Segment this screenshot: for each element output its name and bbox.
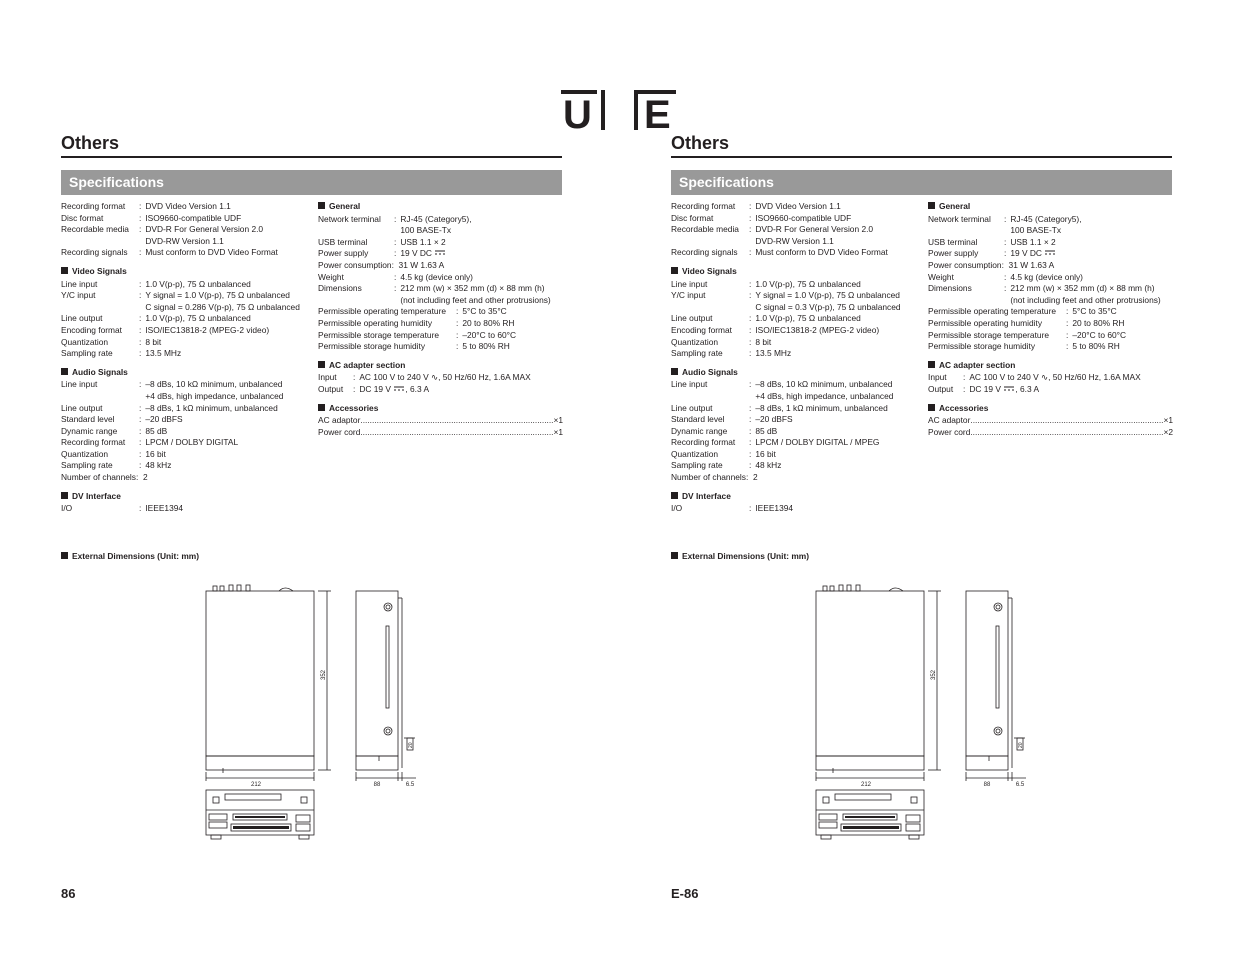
depth-label: 352 <box>931 669 937 680</box>
height-label: 88 <box>983 782 991 788</box>
spec-row: Power consumption: 31 W 1.63 A <box>318 259 445 270</box>
spec-row: Input : AC 100 V to 240 V ∿, 50 Hz/60 Hz, 1.6A MAX <box>928 372 1141 383</box>
spec-row <box>61 302 311 314</box>
spec-row: (not including feet and other protrusions) <box>1010 294 1161 305</box>
spec-row: Dynamic range : 85 dB <box>61 425 168 436</box>
foot-label: 20 <box>408 742 414 748</box>
square-bullet-icon <box>671 267 678 274</box>
square-bullet-icon <box>318 404 325 411</box>
spec-row: Permissible storage humidity : 5 to 80% RH <box>928 341 1120 352</box>
spec-row: Recording format : LPCM / DOLBY DIGITAL / MPEG <box>671 437 921 449</box>
dc-symbol-icon <box>1044 249 1056 256</box>
spec-row: Recordable media : DVD-R For General Version 2.0 <box>671 224 874 235</box>
section-title: Others <box>61 133 120 153</box>
spec-row: Recordable media : DVD-R For General Version 2.0 <box>61 224 264 235</box>
accessory-row: AC adaptor ..... ×1 <box>318 415 563 427</box>
page-number: 86 <box>61 886 76 901</box>
dc-symbol-icon <box>1003 385 1015 392</box>
region-mark-e: E <box>634 90 678 132</box>
spec-row: Permissible operating temperature : 5°C to 35°C <box>318 306 507 317</box>
spec-row: Encoding format : ISO/IEC13818-2 (MPEG-2 video) <box>671 324 880 335</box>
spec-row: Disc format : ISO9660-compatible UDF <box>61 212 242 223</box>
spec-row: Quantization : 16 bit <box>61 448 166 459</box>
square-bullet-icon <box>928 404 935 411</box>
square-bullet-icon <box>928 361 935 368</box>
spec-row: USB terminal : USB 1.1 × 2 <box>318 236 446 247</box>
spec-row: Y/C input : Y signal = 1.0 V(p-p), 75 Ω unbalanced <box>61 290 290 301</box>
square-bullet-icon <box>671 368 678 375</box>
spec-column-1 <box>671 201 921 515</box>
spec-row: +4 dBs, high impedance, unbalanced <box>755 390 894 401</box>
spec-row: Standard level : –20 dBFS <box>671 414 793 425</box>
spec-row: Quantization : 8 bit <box>671 336 772 347</box>
spec-row: Permissible storage temperature : –20°C to 60°C <box>928 329 1127 340</box>
spec-row: Y/C input : Y signal = 1.0 V(p-p), 75 Ω unbalanced <box>671 290 900 301</box>
spec-row: Input : AC 100 V to 240 V ∿, 50 Hz/60 Hz, 1.6A MAX <box>318 372 531 383</box>
general-spec-list <box>61 201 311 259</box>
spec-row: Output : DC 19 V , 6.3 A <box>928 383 1040 394</box>
external-dimensions-heading: External Dimensions (Unit: mm) <box>61 551 199 561</box>
spec-row: Power supply : 19 V DC <box>318 248 563 260</box>
spec-row: Power consumption: 31 W 1.63 A <box>928 259 1055 270</box>
spec-row: Sampling rate : 13.5 MHz <box>671 348 792 359</box>
spec-row: Recording format : LPCM / DOLBY DIGITAL <box>61 437 311 449</box>
spec-row: Dimensions : 212 mm (w) × 352 mm (d) × 88 mm (h) <box>318 283 545 294</box>
spec-row: Permissible storage humidity : 5 to 80% RH <box>318 341 510 352</box>
general-heading: General <box>318 201 563 213</box>
ac-adapter-heading: AC adapter section <box>928 360 1173 372</box>
spec-row: Permissible operating temperature : 5°C to 35°C <box>928 306 1117 317</box>
title-rule <box>671 156 1172 158</box>
spec-row: Network terminal : RJ-45 (Category5), <box>928 213 1082 224</box>
top-view-outline <box>816 591 924 756</box>
spec-row: Line output : 1.0 V(p-p), 75 Ω unbalanced <box>61 313 251 324</box>
offset-label: 6.5 <box>405 782 415 788</box>
spec-row: Permissible operating humidity : 20 to 80% RH <box>318 317 515 328</box>
spec-row: Weight : 4.5 kg (device only) <box>318 271 473 282</box>
spec-row: 100 BASE-Tx <box>1010 225 1062 236</box>
spec-row <box>671 302 921 314</box>
page-number: E-86 <box>671 886 699 901</box>
video-signals-heading: Video Signals <box>61 266 311 278</box>
general-heading: General <box>928 201 1173 213</box>
c-signal-value: C signal = 0.286 V(p-p), 75 Ω unbalanced <box>145 301 300 312</box>
accessory-row: Power cord ..... ×2 <box>928 427 1173 439</box>
channels-row: Number of channels: 2 <box>61 472 148 483</box>
spec-row: DVD-RW Version 1.1 <box>145 235 224 246</box>
spec-row: Disc format : ISO9660-compatible UDF <box>671 212 852 223</box>
spec-column-2 <box>318 201 563 438</box>
dc-symbol-icon <box>393 385 405 392</box>
depth-label: 352 <box>321 669 327 680</box>
spec-row: Weight : 4.5 kg (device only) <box>928 271 1083 282</box>
square-bullet-icon <box>928 202 935 209</box>
width-label: 212 <box>860 782 872 788</box>
square-bullet-icon <box>318 202 325 209</box>
accessory-row: AC adaptor ..... ×1 <box>928 415 1173 427</box>
top-view-outline <box>206 591 314 756</box>
spec-column-1 <box>61 201 311 515</box>
spec-row: Standard level : –20 dBFS <box>61 414 183 425</box>
square-bullet-icon <box>61 368 68 375</box>
spec-row: Dynamic range : 85 dB <box>671 425 778 436</box>
spec-row: Recording signals : Must conform to DVD Video Format <box>671 247 888 258</box>
spec-row: Output : DC 19 V , 6.3 A <box>318 383 430 394</box>
accessories-heading: Accessories <box>928 403 1173 415</box>
spec-row: Sampling rate : 13.5 MHz <box>61 348 182 359</box>
spec-row: Network terminal : RJ-45 (Category5), <box>318 213 472 224</box>
section-title: Others <box>671 133 730 153</box>
square-bullet-icon <box>61 552 68 559</box>
square-bullet-icon <box>61 492 68 499</box>
square-bullet-icon <box>671 492 678 499</box>
spec-row: Power supply : 19 V DC <box>928 248 1173 260</box>
spec-row: (not including feet and other protrusions) <box>400 294 551 305</box>
spec-row: USB terminal : USB 1.1 × 2 <box>928 236 1056 247</box>
spec-row: Recording format : DVD Video Version 1.1 <box>671 201 841 211</box>
offset-label: 6.5 <box>1015 782 1025 788</box>
spec-row: Quantization : 8 bit <box>61 336 162 347</box>
spec-row: Line output : –8 dBs, 1 kΩ minimum, unbalanced <box>61 402 278 413</box>
audio-recording-format-value: LPCM / DOLBY DIGITAL <box>145 437 239 448</box>
audio-recording-format-value: LPCM / DOLBY DIGITAL / MPEG <box>755 437 880 448</box>
general-spec-list <box>671 201 921 259</box>
spec-row: Permissible operating humidity : 20 to 80% RH <box>928 317 1125 328</box>
title-rule <box>61 156 562 158</box>
ac-adapter-heading: AC adapter section <box>318 360 563 372</box>
spec-column-2 <box>928 201 1173 438</box>
dc-symbol-icon <box>434 249 446 256</box>
audio-signals-heading: Audio Signals <box>61 367 311 379</box>
spec-row: Line output : –8 dBs, 1 kΩ minimum, unbalanced <box>671 402 888 413</box>
square-bullet-icon <box>61 267 68 274</box>
spec-row: Encoding format : ISO/IEC13818-2 (MPEG-2 video) <box>61 324 270 335</box>
external-dimensions-drawing <box>201 578 521 844</box>
square-bullet-icon <box>318 361 325 368</box>
specifications-bar: Specifications <box>671 170 1172 195</box>
region-mark-u: U <box>561 90 605 132</box>
width-label: 212 <box>250 782 262 788</box>
page-left <box>61 0 561 954</box>
spec-row: I/O : IEEE1394 <box>671 503 794 514</box>
spec-row: Recording format : DVD Video Version 1.1 <box>61 201 231 211</box>
external-dimensions-drawing <box>811 578 1131 844</box>
video-signals-heading: Video Signals <box>671 266 921 278</box>
spec-row: Line input : 1.0 V(p-p), 75 Ω unbalanced <box>671 278 861 289</box>
spec-row: Sampling rate : 48 kHz <box>61 460 172 471</box>
square-bullet-icon <box>671 552 678 559</box>
spec-row: Quantization : 16 bit <box>671 448 776 459</box>
accessory-row: Power cord ..... ×1 <box>318 427 563 439</box>
accessories-heading: Accessories <box>318 403 563 415</box>
channels-row: Number of channels: 2 <box>671 472 758 483</box>
spec-row: Line input : –8 dBs, 10 kΩ minimum, unbalanced <box>61 379 283 390</box>
spec-row: I/O : IEEE1394 <box>61 503 184 514</box>
spec-row: 100 BASE-Tx <box>400 225 452 236</box>
ac-symbol-icon: ∿ <box>431 372 439 383</box>
spec-row: Line input : 1.0 V(p-p), 75 Ω unbalanced <box>61 278 251 289</box>
spec-row: Dimensions : 212 mm (w) × 352 mm (d) × 88 mm (h) <box>928 283 1155 294</box>
height-label: 88 <box>373 782 381 788</box>
ac-symbol-icon: ∿ <box>1041 372 1049 383</box>
foot-label: 20 <box>1018 742 1024 748</box>
audio-signals-heading: Audio Signals <box>671 367 921 379</box>
spec-row: Line input : –8 dBs, 10 kΩ minimum, unbalanced <box>671 379 893 390</box>
dv-interface-heading: DV Interface <box>61 491 311 503</box>
spec-row: Sampling rate : 48 kHz <box>671 460 782 471</box>
spec-row: Permissible storage temperature : –20°C to 60°C <box>318 329 517 340</box>
dv-interface-heading: DV Interface <box>671 491 921 503</box>
c-signal-value: C signal = 0.3 V(p-p), 75 Ω unbalanced <box>755 301 901 312</box>
spec-row: Recording signals : Must conform to DVD Video Format <box>61 247 278 258</box>
spec-row: DVD-RW Version 1.1 <box>755 235 834 246</box>
specifications-bar: Specifications <box>61 170 562 195</box>
spec-row: +4 dBs, high impedance, unbalanced <box>145 390 284 401</box>
page-right <box>671 0 1171 954</box>
spec-row: Line output : 1.0 V(p-p), 75 Ω unbalanced <box>671 313 861 324</box>
external-dimensions-heading: External Dimensions (Unit: mm) <box>671 551 809 561</box>
